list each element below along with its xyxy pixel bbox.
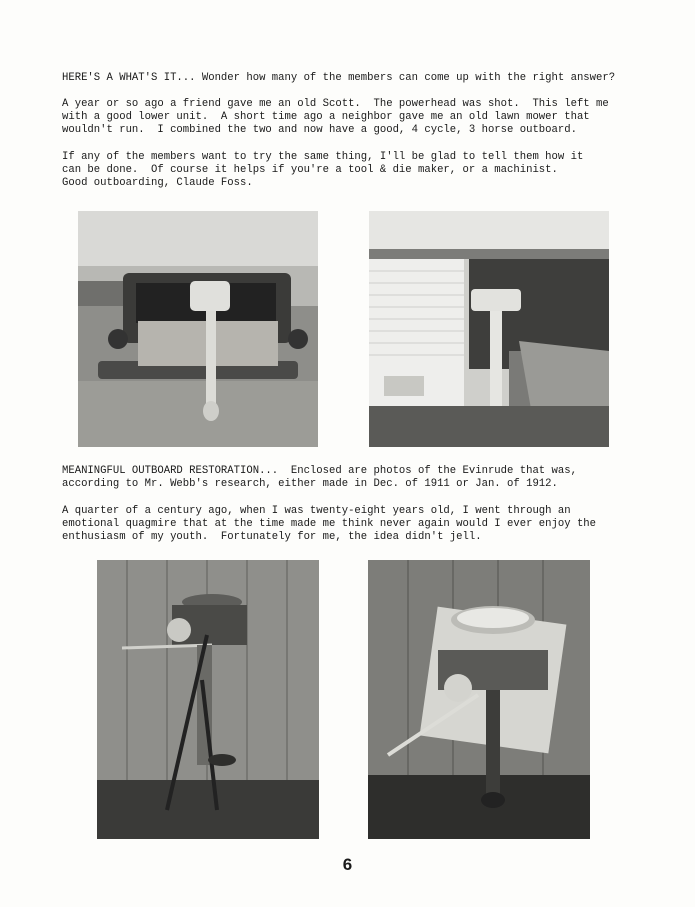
article1-paragraph-2: If any of the members want to try the same thing, I'll be glad to tell them how it can be done. Of course it helps if you're a tool & die maker, or a machinist. Good outboarding, Claude Foss. [62,151,584,190]
photo-evinrude-side-view [97,560,319,839]
article2-paragraph-1: MEANINGFUL OUTBOARD RESTORATION... Enclosed are photos of the Evinrude that was, according to Mr. Webb's research, either made in Dec. of 1911 or Jan. of 1912. [62,465,577,491]
photo-station-wagon-outboard [78,211,318,447]
photo-outboard-beside-boat [369,211,609,447]
page-number: 6 [342,855,353,874]
article2-paragraph-2: A quarter of a century ago, when I was twenty-eight years old, I went through an emotional quagmire that at the time made me think never again would I ever enjoy the enthusiasm of my youth. Fortunately for me, the idea didn't jell. [62,505,597,544]
article1-heading-line: HERE'S A WHAT'S IT... Wonder how many of the members can come up with the right answer? [62,72,616,84]
article1-paragraph-1: A year or so ago a friend gave me an old Scott. The powerhead was shot. This left me with a good lower unit. A short time ago a neighbor gave me an old lawn mower that wouldn't run. I combined the two and now have a good, 4 cycle, 3 horse outboard. [62,98,609,137]
photo-evinrude-flywheel-view [368,560,590,839]
